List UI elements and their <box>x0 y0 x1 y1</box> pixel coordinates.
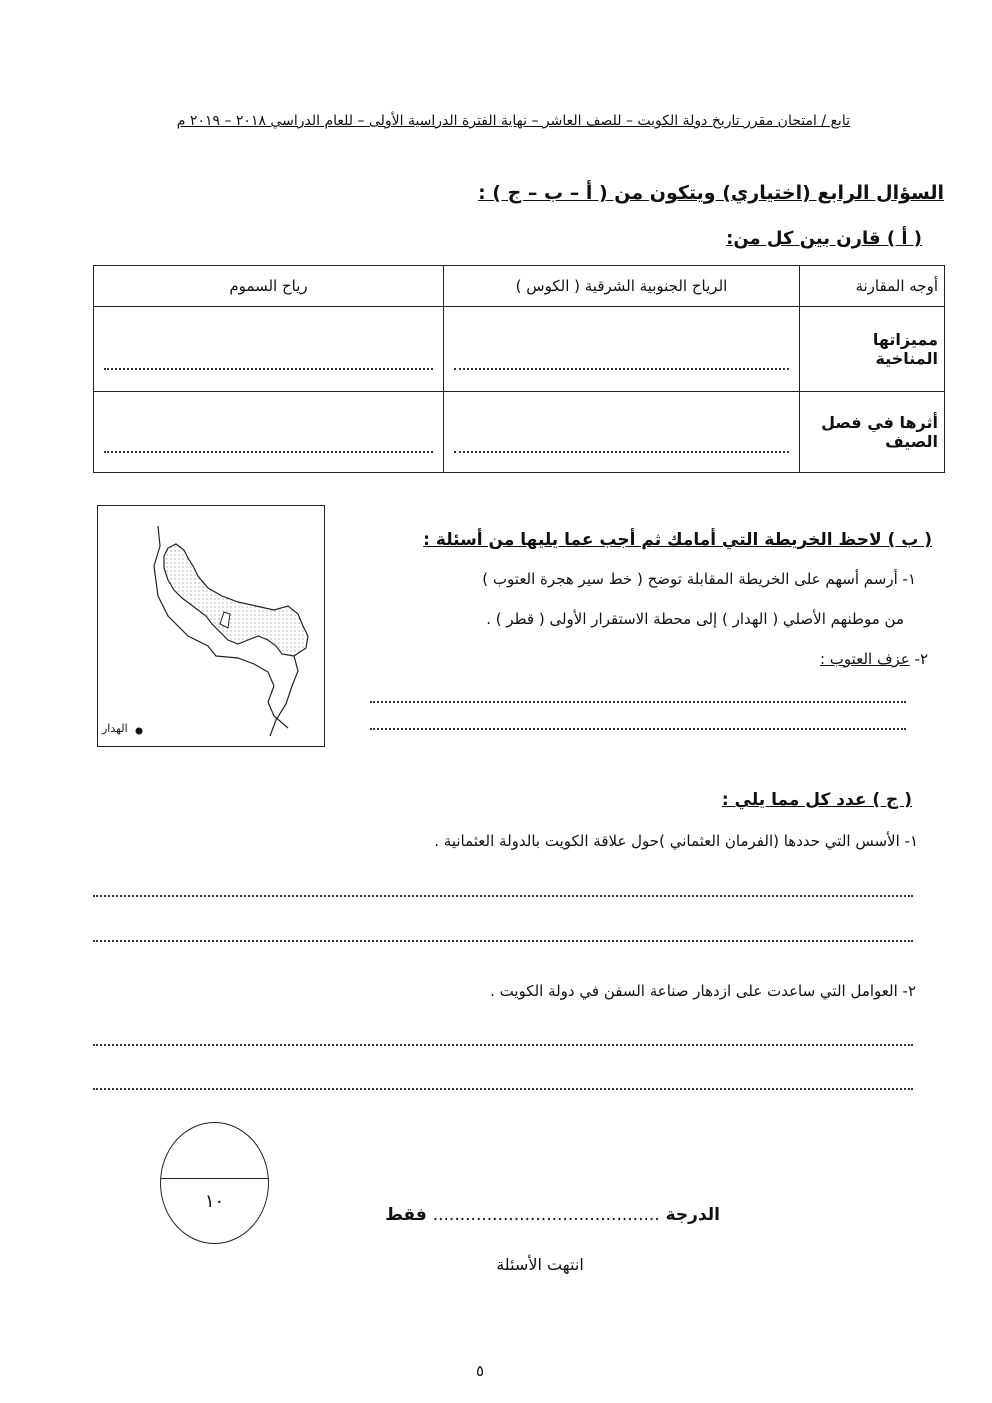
item-label: عزف العتوب : <box>819 650 910 668</box>
part-c-item-2: ٢- العوامل التي ساعدت على ازدهار صناعة السفن في دولة الكويت . <box>490 982 916 1000</box>
exam-header: تابع / امتحان مقرر تاريخ دولة الكويت – للصف العاشر – نهاية الفترة الدراسية الأولى – للعام الدراسي ٢٠١٨ – ٢٠١٩ م <box>176 113 850 129</box>
part-c-item-1: ١- الأسس التي حددها (الفرمان العثماني )حول علاقة الكويت بالدولة العثمانية . <box>434 832 918 850</box>
part-b-title: ( ب ) لاحظ الخريطة التي أمامك ثم أجب عما يليها من أسئلة : <box>423 530 932 550</box>
header-kaws-winds: الرياح الجنوبية الشرقية ( الكوس ) <box>444 266 800 307</box>
header-aspect: أوجه المقارنة <box>800 266 945 307</box>
answer-line[interactable] <box>93 895 913 897</box>
answer-cell[interactable] <box>444 307 800 392</box>
part-a-title: ( أ ) قارن بين كل من: <box>726 228 922 249</box>
part-b-item-1-line-1: ١- أرسم أسهم على الخريطة المقابلة توضح ( خط سير هجرة العتوب ) <box>482 570 916 588</box>
part-b-item-1-line-2: من موطنهم الأصلي ( الهدار ) إلى محطة الاستقرار الأولى ( قطر ) . <box>486 610 904 628</box>
answer-cell[interactable] <box>94 392 444 473</box>
map-label-hadar: الهدار <box>102 722 128 735</box>
answer-line[interactable] <box>370 728 906 730</box>
grade-line: الدرجة .......................................... فقط <box>385 1205 720 1225</box>
grade-suffix: فقط <box>385 1205 427 1225</box>
part-c-title: ( ج ) عدد كل مما يلي : <box>721 790 912 810</box>
row-climate-label: مميزاتها المناخية <box>800 307 945 392</box>
answer-line[interactable] <box>370 701 906 703</box>
comparison-table <box>93 265 945 473</box>
score-circle[interactable] <box>160 1122 269 1244</box>
part-b-item-2 <box>820 650 928 668</box>
answer-line[interactable] <box>93 1088 913 1090</box>
answer-line[interactable] <box>93 1044 913 1046</box>
row-summer-effect-label: أثرها في فصل الصيف <box>800 392 945 473</box>
arabian-gulf-map[interactable] <box>97 505 325 747</box>
question-4-title: السؤال الرابع (اختياري) ويتكون من ( أ – ب – ج ) : <box>478 182 944 204</box>
end-of-questions: انتهت الأسئلة <box>496 1255 584 1274</box>
answer-cell[interactable] <box>444 392 800 473</box>
header-samoom-winds: رياح السموم <box>94 266 444 307</box>
answer-cell[interactable] <box>94 307 444 392</box>
gulf-outline-map <box>98 506 324 746</box>
item-number: ٢- <box>914 650 928 668</box>
hadar-marker <box>136 728 143 735</box>
grade-label: الدرجة <box>665 1205 720 1225</box>
score-total: ١٠ <box>204 1191 225 1212</box>
page-number: ٥ <box>475 1362 485 1380</box>
answer-line[interactable] <box>93 940 913 942</box>
